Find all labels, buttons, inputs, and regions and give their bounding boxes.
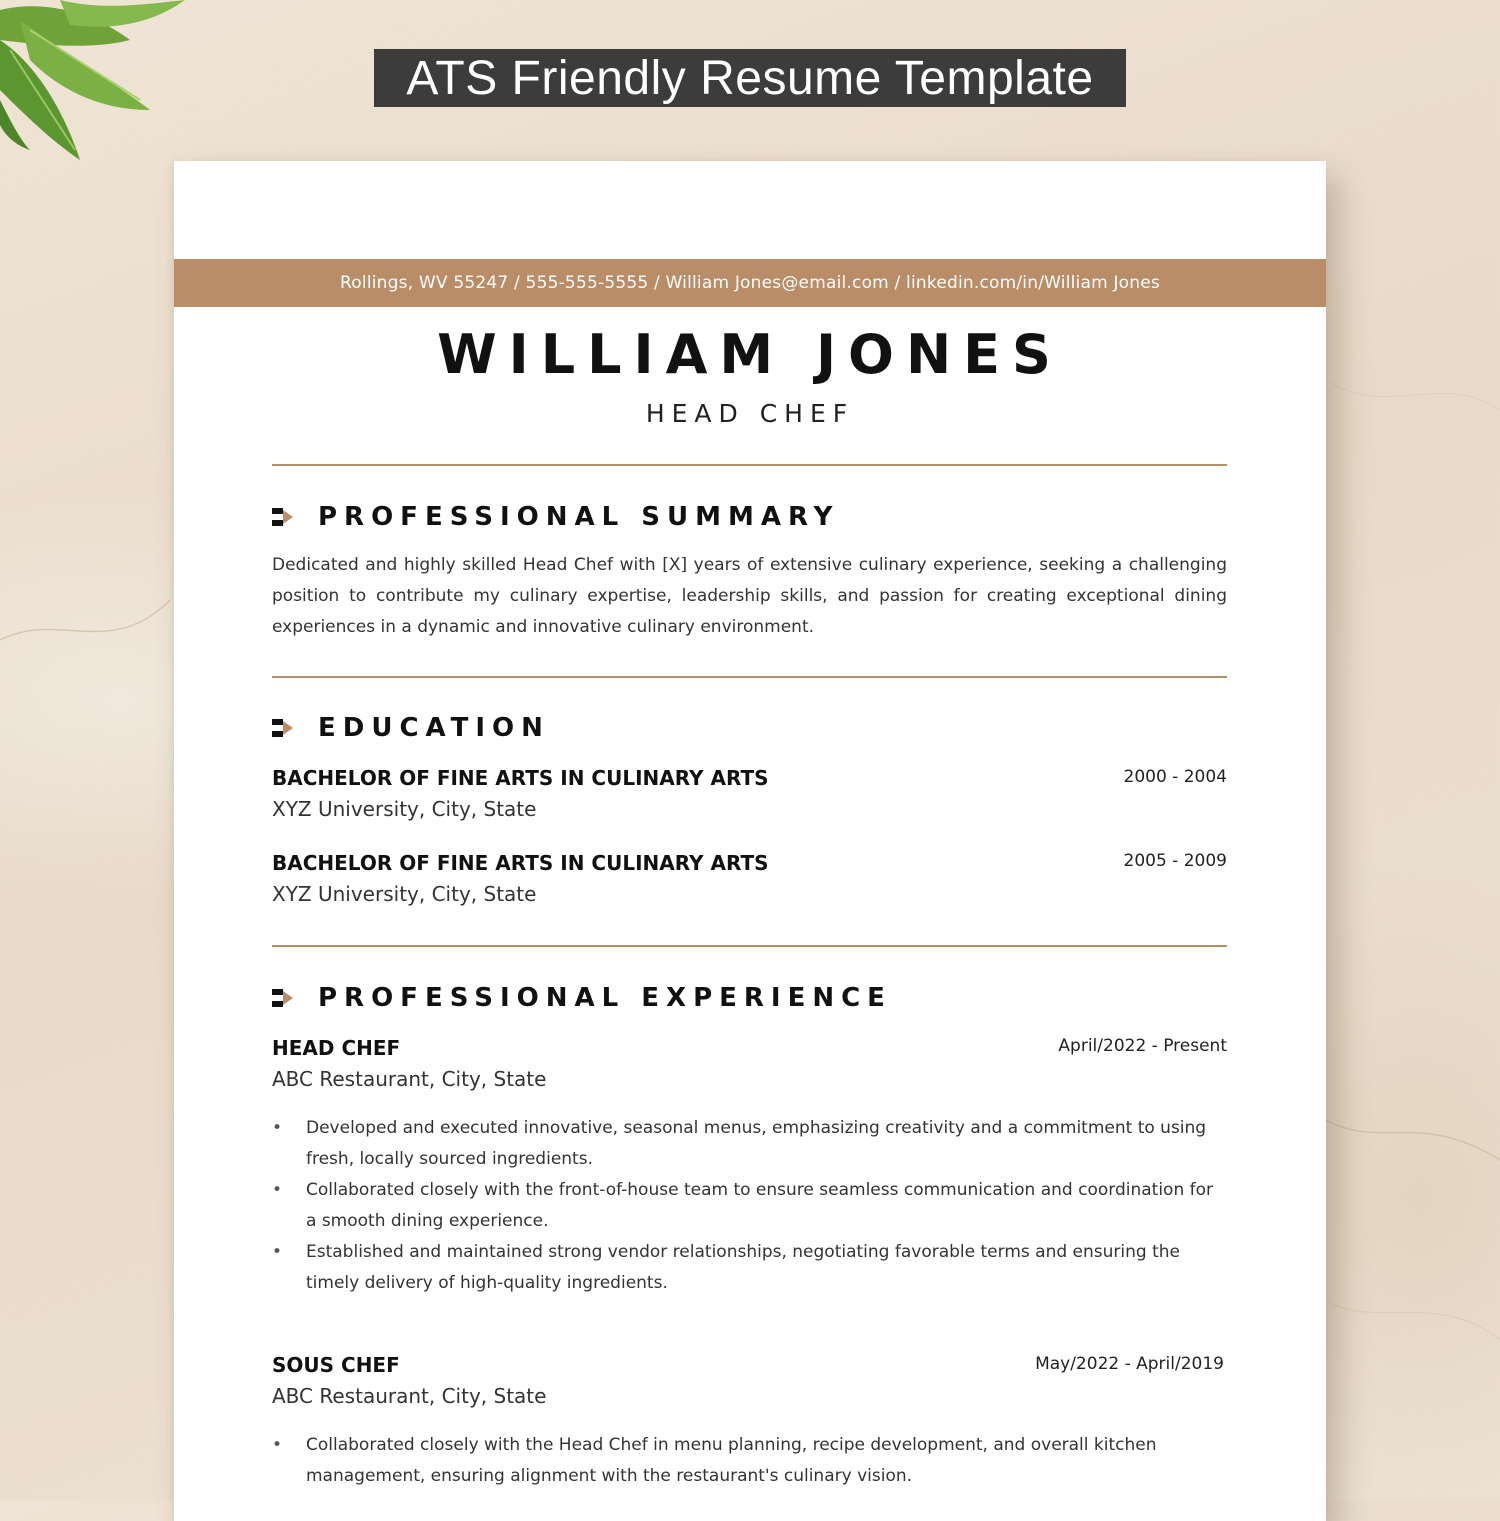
candidate-name: WILLIAM JONES <box>437 323 1063 386</box>
banner-title: ATS Friendly Resume Template <box>374 49 1126 107</box>
bullet-text: Collaborated closely with the Head Chef in menu planning, recipe development, and overall kitchen management, ensuring alignment with the restaurant's culinary vision. <box>306 1435 1157 1486</box>
bullet-icon: • <box>272 1118 283 1138</box>
bullet-text: Developed and executed innovative, seasonal menus, emphasizing creativity and a commitment to using fresh, locally sourced ingredients. <box>306 1118 1207 1169</box>
education-school: XYZ University, City, State <box>272 797 537 821</box>
section-title: EDUCATION <box>318 713 550 743</box>
education-dates: 2000 - 2004 <box>1123 767 1227 787</box>
divider <box>272 945 1227 947</box>
candidate-role: HEAD CHEF <box>645 399 855 428</box>
list-item <box>272 1113 1227 1175</box>
job-bullets <box>272 1430 1227 1492</box>
list-item <box>272 1175 1227 1237</box>
contact-bar: Rollings, WV 55247 / 555-555-5555 / William Jones@email.com / linkedin.com/in/William Jones <box>174 259 1326 307</box>
bullet-icon: • <box>272 1435 283 1455</box>
divider <box>272 464 1227 466</box>
section-header-summary <box>272 500 839 534</box>
section-arrow-icon <box>272 988 294 1008</box>
section-title: PROFESSIONAL SUMMARY <box>318 502 840 532</box>
education-degree: BACHELOR OF FINE ARTS IN CULINARY ARTS <box>272 851 769 875</box>
job-dates: April/2022 - Present <box>1058 1036 1227 1056</box>
section-header-experience <box>272 981 892 1015</box>
job-dates: May/2022 - April/2019 <box>1035 1354 1224 1374</box>
section-arrow-icon <box>272 718 294 738</box>
bullet-icon: • <box>272 1180 283 1200</box>
job-company: ABC Restaurant, City, State <box>272 1067 547 1091</box>
bullet-text: Collaborated closely with the front-of-house team to ensure seamless communication and coordination for a smooth dining experience. <box>306 1180 1214 1231</box>
job-title: HEAD CHEF <box>272 1036 401 1060</box>
list-item <box>272 1430 1227 1492</box>
education-degree: BACHELOR OF FINE ARTS IN CULINARY ARTS <box>272 766 769 790</box>
bullet-icon: • <box>272 1242 283 1262</box>
section-title: PROFESSIONAL EXPERIENCE <box>318 983 892 1013</box>
education-dates: 2005 - 2009 <box>1123 851 1227 871</box>
resume-page <box>174 161 1326 1521</box>
bullet-text: Established and maintained strong vendor relationships, negotiating favorable terms and ensuring the timely delivery of high-quality ingredients. <box>306 1242 1180 1293</box>
job-title: SOUS CHEF <box>272 1353 400 1377</box>
education-school: XYZ University, City, State <box>272 882 537 906</box>
summary-text: Dedicated and highly skilled Head Chef with [X] years of extensive culinary experience, seeking a challenging position to contribute my culinary expertise, leadership skills, and passion for creating exceptional dining experiences in a dynamic and innovative culinary environment. <box>272 555 1227 637</box>
section-header-education <box>272 711 550 745</box>
list-item <box>272 1237 1227 1299</box>
divider <box>272 676 1227 678</box>
job-company: ABC Restaurant, City, State <box>272 1384 547 1408</box>
job-bullets <box>272 1113 1227 1299</box>
plant-leaves-decoration <box>0 0 190 190</box>
section-arrow-icon <box>272 507 294 527</box>
